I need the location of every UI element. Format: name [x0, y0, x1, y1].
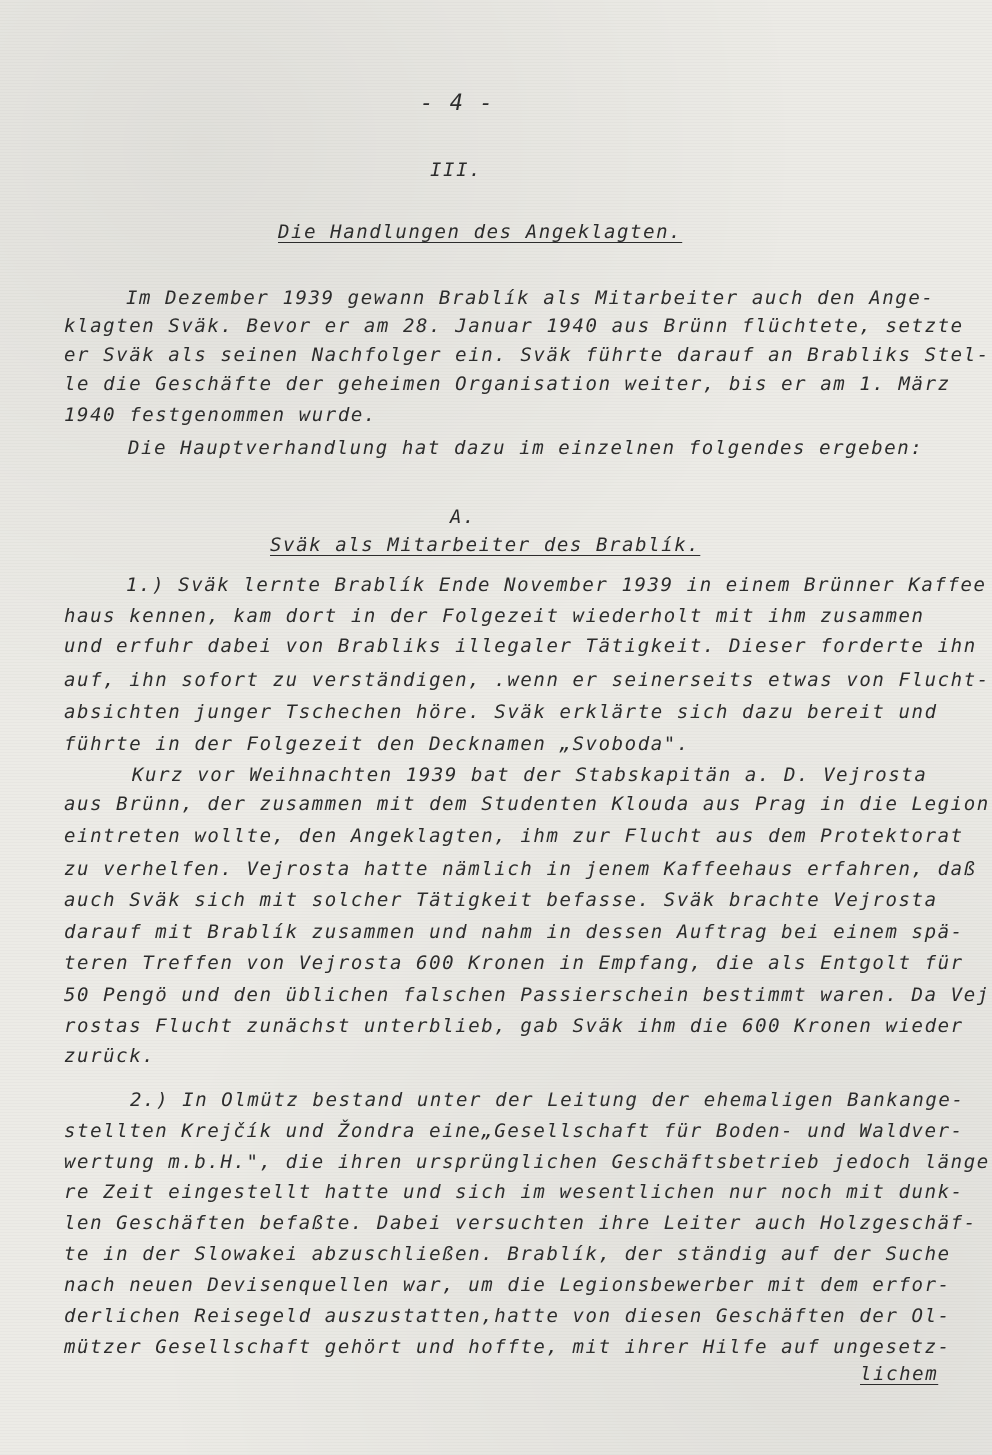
paragraph-2-line: derlichen Reisegeld auszustatten,hatte von diesen Geschäften der Ol- [64, 1305, 951, 1327]
paragraph-1-line: auf, ihn sofort zu verständigen, .wenn er seinerseits etwas von Flucht- [64, 669, 990, 691]
paragraph-2-line: stellten Krejčík und Žondra eine„Gesellschaft für Boden- und Waldver- [64, 1120, 964, 1142]
paragraph-2-line: 2.) In Olmütz bestand unter der Leitung der ehemaligen Bankange- [130, 1089, 965, 1111]
intro-line: klagten Sväk. Bevor er am 28. Januar 1940 aus Brünn flüchtete, setzte [64, 315, 964, 337]
paragraph-1b-line: zu verhelfen. Vejrosta hatte nämlich in jenem Kaffeehaus erfahren, daß [64, 858, 977, 880]
paragraph-1-line: haus kennen, kam dort in der Folgezeit wiederholt mit ihm zusammen [64, 605, 925, 627]
section-title: Die Handlungen des Angeklagten. [278, 221, 683, 243]
intro-line: Die Hauptverhandlung hat dazu im einzelnen folgendes ergeben: [128, 437, 924, 459]
paragraph-1-line: absichten junger Tschechen höre. Sväk erklärte sich dazu bereit und [64, 701, 938, 723]
subsection-title: Sväk als Mitarbeiter des Brablík. [270, 534, 701, 556]
subsection-letter: A. [450, 506, 477, 528]
paragraph-1b-line: darauf mit Brablík zusammen und nahm in dessen Auftrag bei einem spä- [64, 921, 964, 943]
paragraph-1b-line: teren Treffen von Vejrosta 600 Kronen in Empfang, die als Entgolt für [64, 952, 964, 974]
paragraph-1b-line: aus Brünn, der zusammen mit dem Studenten Klouda aus Prag in die Legion [64, 793, 990, 815]
paragraph-1-line: führte in der Folgezeit den Decknamen „Svoboda". [64, 733, 690, 755]
paragraph-1b-line: rostas Flucht zunächst unterblieb, gab Sväk ihm die 600 Kronen wieder [64, 1015, 964, 1037]
paragraph-2-line: re Zeit eingestellt hatte und sich im wesentlichen nur noch mit dunk- [64, 1181, 964, 1203]
paragraph-2-line: wertung m.b.H.", die ihren ursprünglichen Geschäftsbetrieb jedoch länge [64, 1151, 990, 1173]
catchword: lichem [860, 1363, 939, 1385]
paragraph-2-line: len Geschäften befaßte. Dabei versuchten ihre Leiter auch Holzgeschäf- [64, 1212, 977, 1234]
intro-line: le die Geschäfte der geheimen Organisation weiter, bis er am 1. März [64, 373, 951, 395]
paragraph-1-line: und erfuhr dabei von Brabliks illegaler Tätigkeit. Dieser forderte ihn [64, 635, 977, 657]
paragraph-2-line: mützer Gesellschaft gehört und hoffte, mit ihrer Hilfe auf ungesetz- [64, 1336, 951, 1358]
paragraph-1b-line: zurück. [64, 1045, 156, 1067]
paragraph-1b-line: Kurz vor Weihnachten 1939 bat der Stabskapitän a. D. Vejrosta [132, 764, 928, 786]
paragraph-2-line: te in der Slowakei abzuschließen. Brablík, der ständig auf der Suche [64, 1243, 951, 1265]
paragraph-1b-line: eintreten wollte, den Angeklagten, ihm zur Flucht aus dem Protektorat [64, 825, 964, 847]
intro-line: 1940 festgenommen wurde. [64, 404, 377, 426]
section-number: III. [430, 159, 483, 181]
page-number: - 4 - [420, 91, 495, 116]
intro-line: er Sväk als seinen Nachfolger ein. Sväk führte darauf an Brabliks Stel- [64, 344, 990, 366]
intro-line: Im Dezember 1939 gewann Brablík als Mitarbeiter auch den Ange- [126, 287, 935, 309]
paragraph-1b-line: auch Sväk sich mit solcher Tätigkeit befasse. Sväk brachte Vejrosta [64, 889, 938, 911]
paragraph-1-line: 1.) Sväk lernte Brablík Ende November 1939 in einem Brünner Kaffee [126, 574, 987, 596]
paragraph-1b-line: 50 Pengö und den üblichen falschen Passierschein bestimmt waren. Da Vej [64, 984, 990, 1006]
paragraph-2-line: nach neuen Devisenquellen war, um die Legionsbewerber mit dem erfor- [64, 1274, 951, 1296]
